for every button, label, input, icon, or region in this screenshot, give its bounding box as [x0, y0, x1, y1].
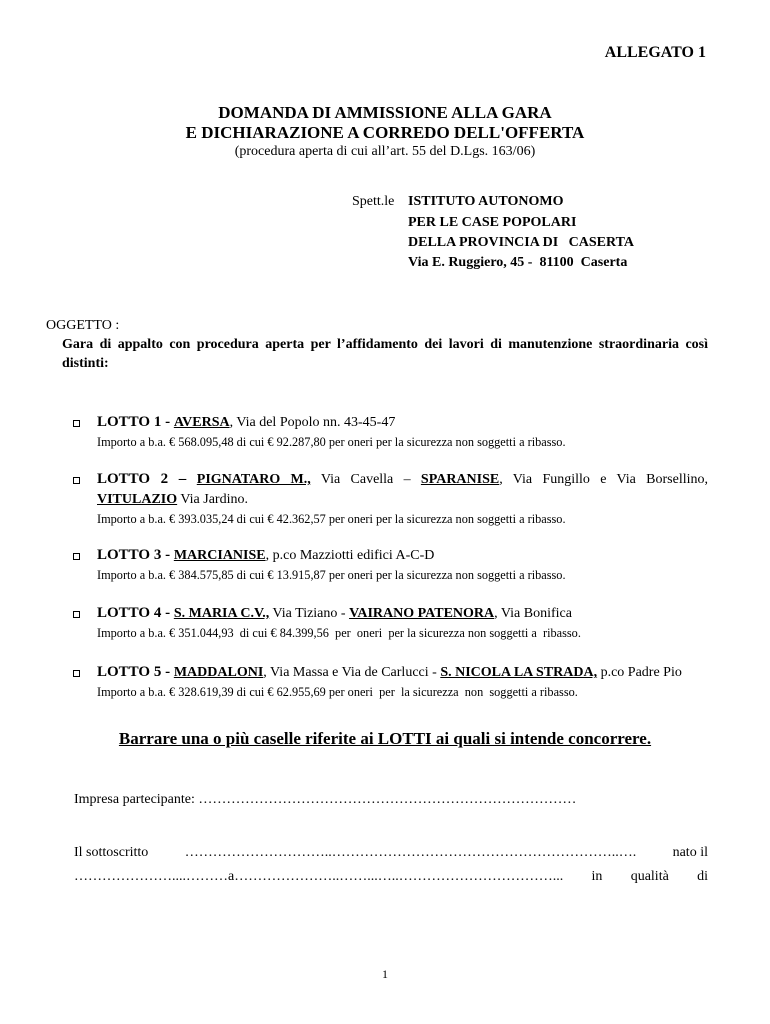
sottoscritto-label: Il sottoscritto [74, 845, 149, 860]
lot-3 [97, 545, 708, 584]
recipient-prefix: Spett.le [352, 194, 395, 209]
doc-subtitle: (procedura aperta di cui all’art. 55 del D.Lgs. 163/06) [234, 144, 536, 159]
lot-2-place-1: PIGNATARO M., [196, 472, 311, 487]
lot-2-place-3: VITULAZIO [97, 492, 178, 507]
recipient-line-1: ISTITUTO AUTONOMO [408, 194, 564, 209]
recipient-line-2: PER LE CASE POPOLARI [408, 215, 577, 230]
lot-4-place-1: S. MARIA C.V., [173, 606, 270, 621]
lot-3-title: LOTTO 3 - [97, 547, 174, 563]
lot-1-importo: Importo a b.a. € 568.095,48 di cui € 92.287,80 per oneri per la sicurezza non soggetti a ribasso. [97, 435, 566, 449]
lot-3-place: MARCIANISE [173, 548, 266, 563]
luogo-field[interactable]: …………………....………a…………………..……...…..……………………………... [74, 869, 564, 884]
lot-4-checkbox[interactable] [73, 611, 80, 618]
lot-3-importo: Importo a b.a. € 384.575,85 di cui € 13.915,87 per oneri per la sicurezza non soggetti a ribasso. [97, 568, 566, 582]
lot-1-checkbox[interactable] [73, 420, 80, 427]
lot-2-address-1: Via Cavella – [310, 472, 421, 487]
sottoscritto-line [74, 845, 708, 861]
lot-2-place-2: SPARANISE [420, 472, 500, 487]
lot-5-address-2: p.co Padre Pio [597, 665, 682, 680]
lot-4-title: LOTTO 4 - [97, 605, 174, 621]
lot-3-address: , p.co Mazziotti edifici A-C-D [265, 548, 435, 563]
recipient-line-4: Via E. Ruggiero, 45 - 81100 Caserta [408, 255, 628, 270]
lot-5 [97, 662, 708, 701]
lot-4-importo: Importo a b.a. € 351.044,93 di cui € 84.399,56 per oneri per la sicurezza non soggetti a ribasso. [97, 626, 581, 640]
lot-3-checkbox[interactable] [73, 553, 80, 560]
lot-2-address-3: Via Jardino. [177, 492, 248, 507]
lot-2-title: LOTTO 2 – [97, 471, 197, 487]
lot-1-address: , Via del Popolo nn. 43-45-47 [229, 415, 396, 430]
lot-5-place-1: MADDALONI [173, 665, 264, 680]
lot-2-address-2: , Via Fungillo e Via Borsellino, [499, 472, 708, 487]
lot-1-title: LOTTO 1 - [97, 414, 174, 430]
nato-label: nato il [672, 845, 708, 860]
doc-title-line2: E DICHIARAZIONE A CORREDO DELL'OFFERTA [185, 123, 585, 142]
di-label: di [697, 869, 708, 884]
lot-4-address-1: Via Tiziano - [269, 606, 350, 621]
instruction-text: Barrare una o più caselle riferite ai LOTTI ai quali si intende concorrere. [118, 729, 652, 748]
lot-4-address-2: , Via Bonifica [494, 606, 572, 621]
lot-2 [97, 469, 708, 528]
lot-5-checkbox[interactable] [73, 670, 80, 677]
in-label: in [591, 869, 603, 884]
qualita-label: qualità [630, 869, 669, 884]
lot-5-place-2: S. NICOLA LA STRADA, [440, 665, 598, 680]
lot-5-importo: Importo a b.a. € 328.619,39 di cui € 62.955,69 per oneri per la sicurezza non soggetti a ribasso. [97, 685, 578, 699]
oggetto-label: OGGETTO : [46, 318, 120, 333]
impresa-field[interactable]: Impresa partecipante: ……………………………………………………………………… [74, 792, 577, 807]
lot-2-checkbox[interactable] [73, 477, 80, 484]
doc-title-line1: DOMANDA DI AMMISSIONE ALLA GARA [218, 103, 552, 122]
sottoscritto-field[interactable]: …………………………..……………………………………………………..…. [184, 845, 637, 860]
lot-4 [97, 603, 708, 642]
lot-5-address-1: , Via Massa e Via de Carlucci - [263, 665, 441, 680]
allegato-label: ALLEGATO 1 [604, 44, 706, 61]
lot-5-title: LOTTO 5 - [97, 664, 174, 680]
page-number: 1 [382, 967, 388, 981]
luogo-line [74, 869, 708, 885]
lot-1 [97, 412, 708, 451]
lot-4-place-2: VAIRANO PATENORA [349, 606, 495, 621]
oggetto-text: Gara di appalto con procedura aperta per l’affidamento dei lavori di manutenzione straordinaria così distinti: [62, 337, 708, 371]
lot-1-place: AVERSA [173, 415, 230, 430]
recipient-line-3: DELLA PROVINCIA DI CASERTA [408, 235, 635, 250]
lot-2-importo: Importo a b.a. € 393.035,24 di cui € 42.362,57 per oneri per la sicurezza non soggetti a ribasso. [97, 512, 566, 526]
